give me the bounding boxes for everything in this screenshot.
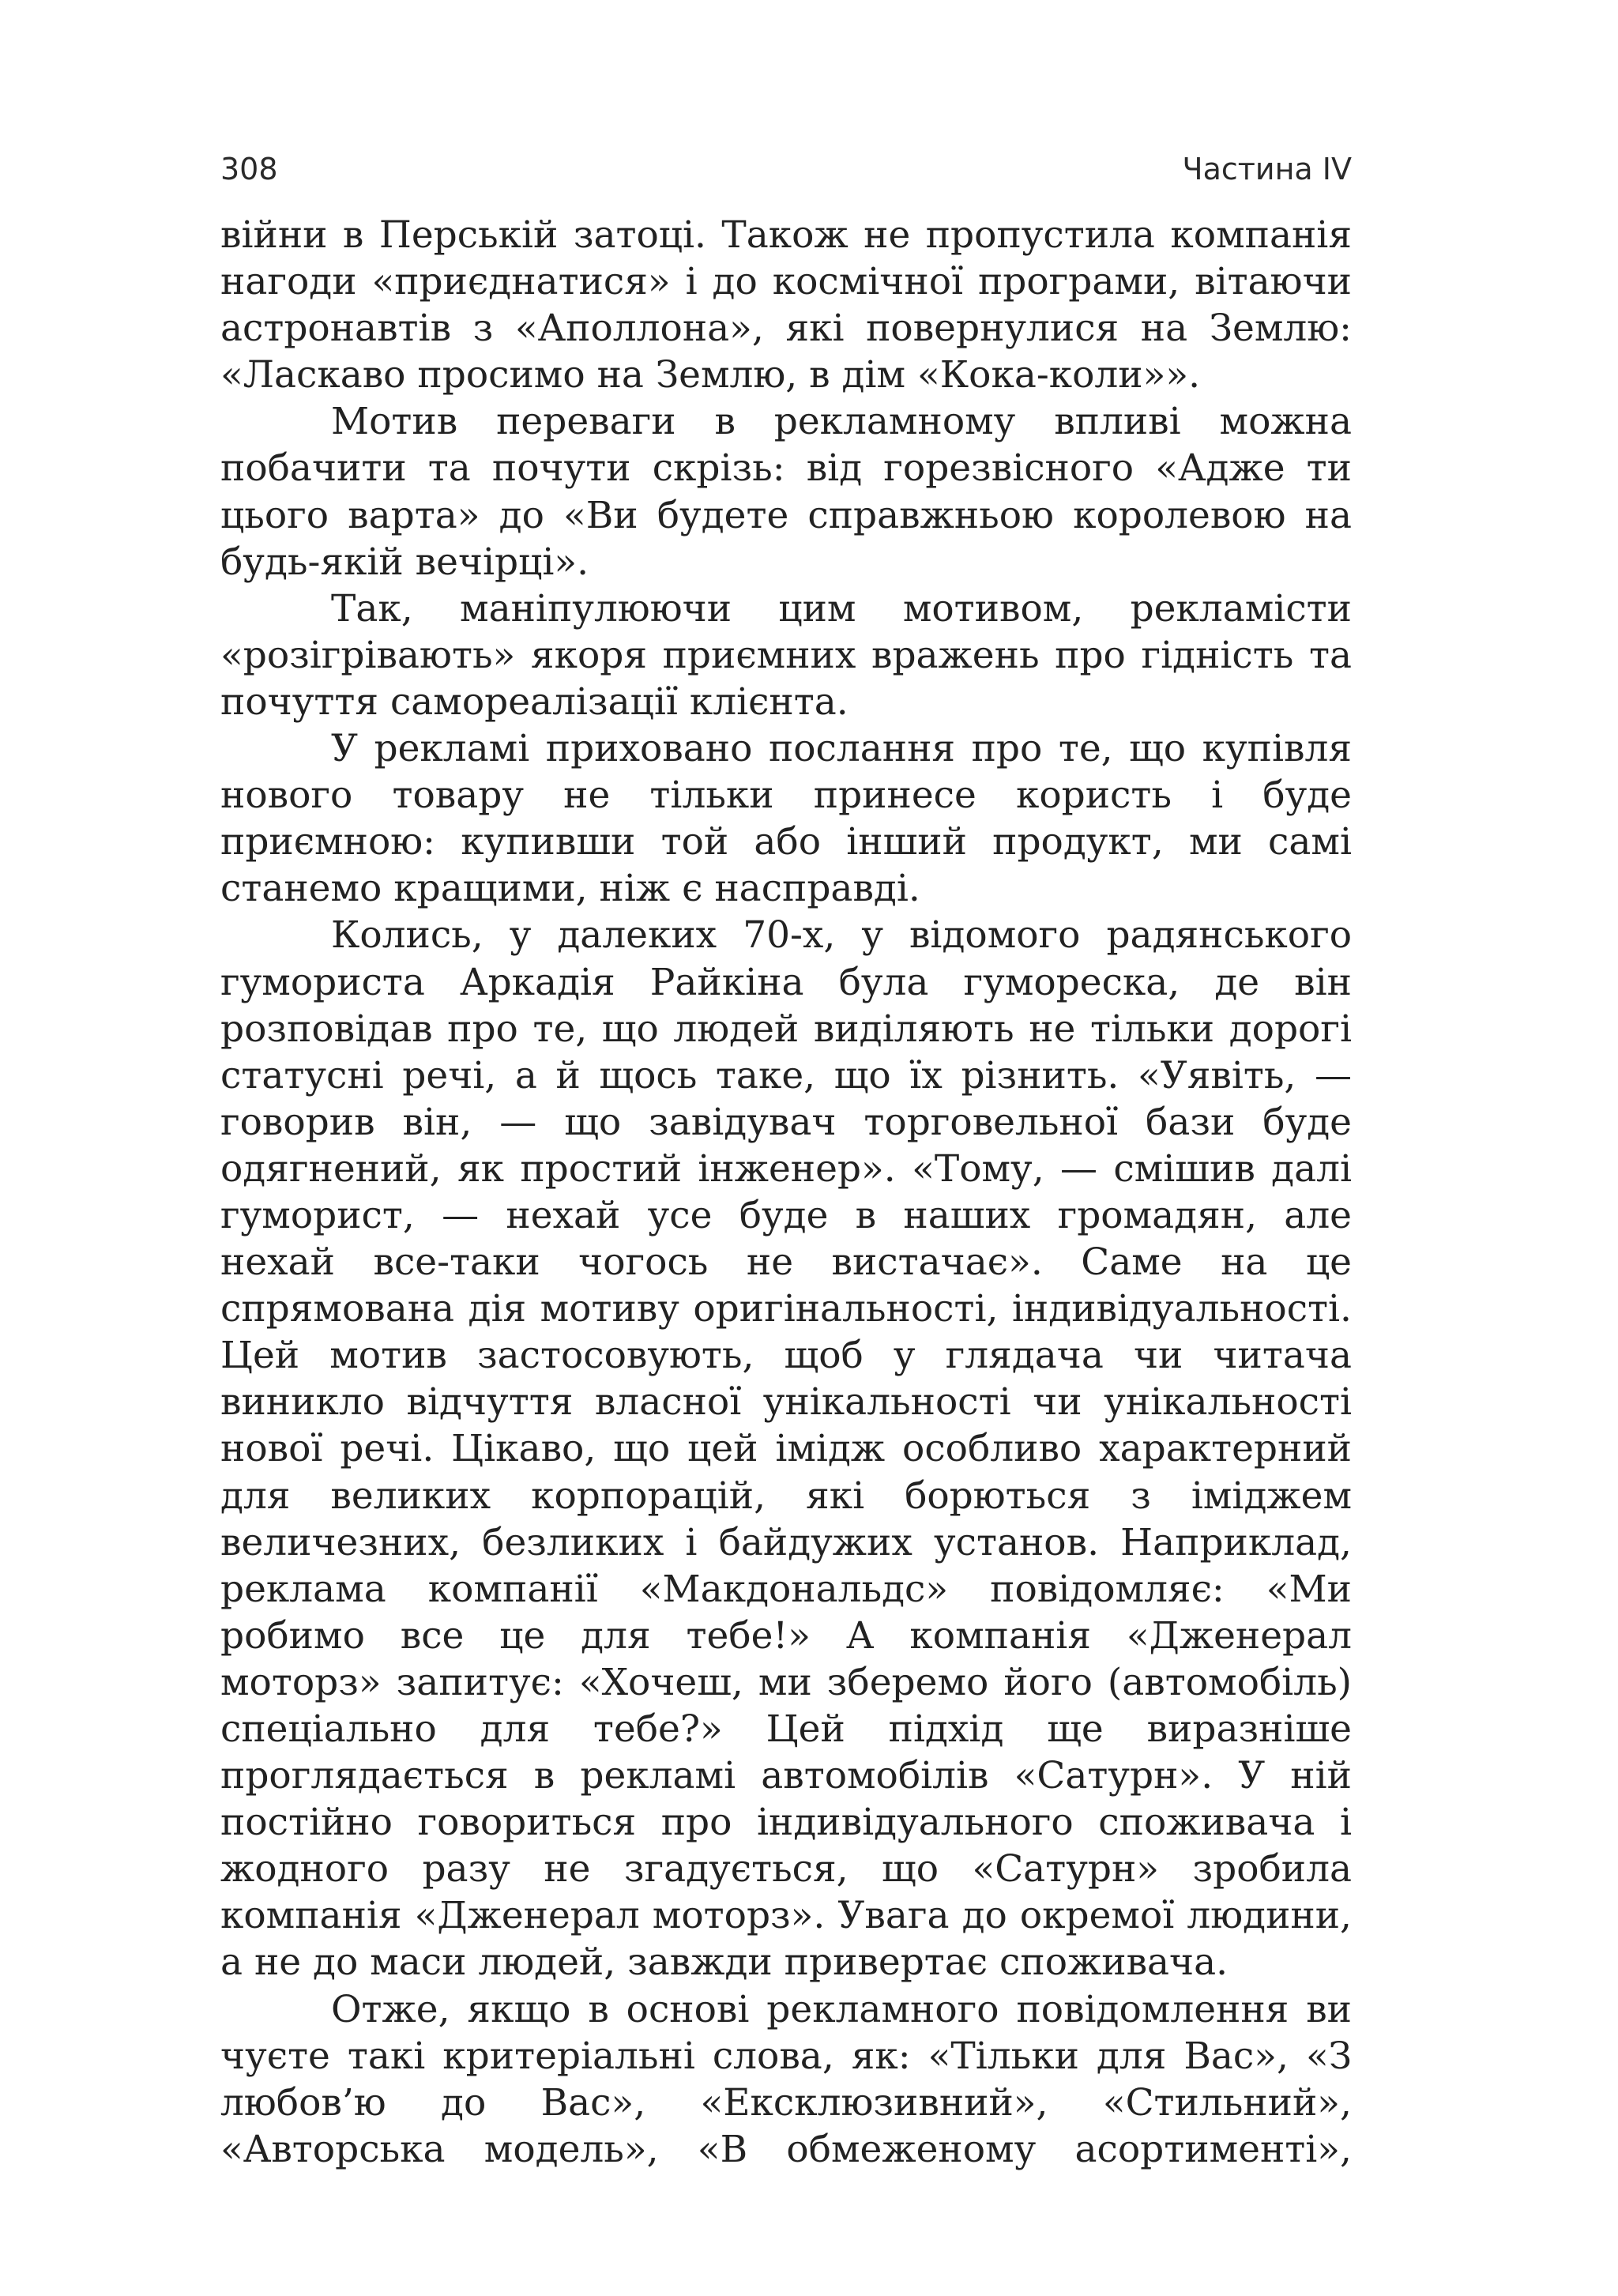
paragraph: У рекламі приховано послання про те, що купівля нового товару не тільки принесе користь і буде приємною: купивши той або інший продукт, ми самі станемо кращими, ніж є насправді.	[220, 727, 1352, 911]
page-header	[220, 147, 1352, 191]
paragraph: Колись, у далеких 70-х, у відомого радянського гумориста Аркадія Райкіна була гумореска, де він розповідав про те, що людей виділяють не тільки дорогі статусні речі, а й щось таке, що їх різнить. «Уявіть, — говорив він, — що завідувач торговельної бази буде одягнений, як простий інженер». «Тому, — смішив далі гуморист, — нехай усе буде в наших громадян, але нехай все-таки чогось не вистачає». Саме на це спрямована дія мотиву оригінальності, індивідуальності. Цей мотив застосовують, щоб у глядача чи читача виникло відчуття власної унікальності чи унікальності нової речі. Цікаво, що цей імідж особливо характерний для великих корпорацій, які борються з іміджем величезних, безликих і байдужих установ. Наприклад, реклама компанії «Макдональдс» повідомляє: «Ми робимо все це для тебе!» А компанія «Дженерал моторз» запитує: «Хочеш, ми зберемо його (автомобіль) спеціально для тебе?» Цей підхід ще виразніше проглядається в рекламі автомобілів «Сатурн». У ній постійно говориться про індивідуального споживача і жодного разу не згадується, що «Сатурн» зробила компанія «Дженерал моторз». Увага до окремої людини, а не до маси людей, завжди привертає споживача.	[220, 913, 1352, 1985]
paragraph: Отже, якщо в основі рекламного повідомлення ви чуєте такі критеріальні слова, як: «Тільки для Вас», «З любов’ю до Вас», «Ексклюзивний», «Стильний», «Авторська модель», «В обмеженому асортименті»,	[220, 1987, 1352, 2171]
paragraph: Мотив переваги в рекламному впливі можна побачити та почути скрізь: від горезвісного «Адже ти цього варта» до «Ви будете справжньою королевою на будь-якій вечірці».	[220, 400, 1352, 584]
page-number: 308	[220, 152, 278, 186]
running-title: Частина IV	[1182, 152, 1352, 186]
paragraph: війни в Перській затоці. Також не пропустила компанія нагоди «приєднатися» і до космічної програми, вітаючи астронавтів з «Аполлона», які повернулися на Землю: «Ласкаво просимо на Землю, в дім «Кока-коли»».	[220, 213, 1352, 397]
page-body	[220, 212, 1352, 2173]
paragraph: Так, маніпулюючи цим мотивом, рекламісти «розігрівають» якоря приємних вражень про гідність та почуття самореалізації клієнта.	[220, 586, 1352, 724]
